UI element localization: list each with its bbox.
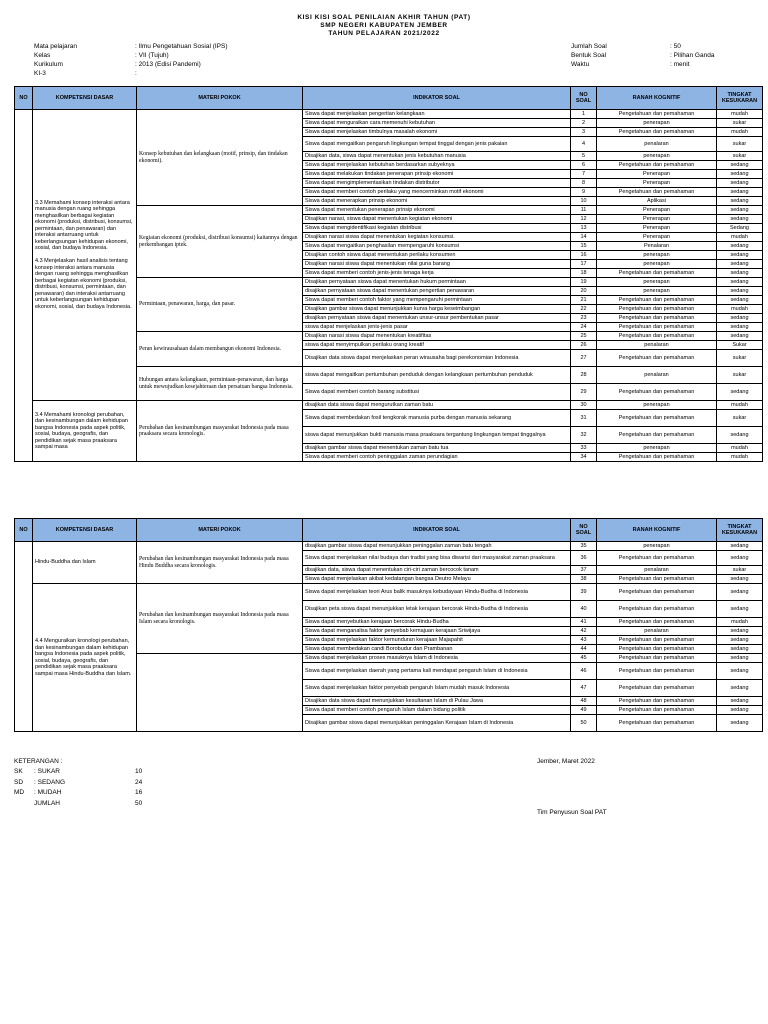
ranah-kognitif-cell: penalaran (597, 367, 717, 384)
ranah-kognitif-cell: penalaran (597, 566, 717, 575)
indikator-cell: Siswa dapat menentukan penerapan prinsip ekonomi (303, 206, 571, 215)
no-soal-cell: 39 (571, 584, 597, 601)
tingkat-kesukaran-cell: mudah (717, 305, 763, 314)
tingkat-kesukaran-cell: sedang (717, 645, 763, 654)
tingkat-kesukaran-cell: mudah (717, 233, 763, 242)
col-header-indikator: INDIKATOR SOAL (303, 87, 571, 110)
indikator-cell: disajikan pernyataan siswa dapat menentukan pengertian penawaran (303, 287, 571, 296)
ranah-kognitif-cell: Pengetahuan dan pemahaman (597, 427, 717, 444)
kompetensi-dasar-cell: 3.3 Memahami konsep interaksi antara manusia dengan ruang sehingga menghasilkan berbagai kegiatan ekonomi (produksi, distribusi, konsumsi, permintaan, dan penawaran) dan interaksi antarruang untuk keberlangsungan kehidupan ekonomi, sosial, dan budaya Indonesia. 4.3 Menjelaskan hasil analisis tentang konsep interaksi antara manusia dengan ruang sehingga menghasilkan berbagai kegiatan ekonomi (produksi, distribusi, konsumsi, permintaan, dan penawaran) dan interaksi antarruang untuk keberlangsungan kehidupan ekonomi, sosial, dan budaya Indonesia. (33, 110, 137, 401)
ranah-kognitif-cell: Pengetahuan dan pemahaman (597, 128, 717, 137)
no-soal-cell: 5 (571, 152, 597, 161)
ket-label: JUMLAH (34, 799, 61, 807)
indikator-cell: Disajikan narasi siswa dapat menentukan kegiatan konsumsi. (303, 233, 571, 242)
info-label: Jumlah Soal (571, 43, 607, 50)
materi-pokok-cell (137, 654, 303, 732)
col-header-kd: KOMPETENSI DASAR (33, 519, 137, 542)
indikator-cell: Disajikan data siswa dapat menjelaskan peran wirausaha bagi perekonomian Indonesia (303, 350, 571, 367)
indikator-cell: Disajikan narasi siswa dapat menentukan nilai guna barang (303, 260, 571, 269)
keterangan-block (14, 757, 142, 809)
indikator-cell: Disajikan pernyataan siswa dapat menentukan hukum permintaan (303, 278, 571, 287)
ranah-kognitif-cell: Pengetahuan dan pemahaman (597, 706, 717, 715)
row-number-cell (15, 110, 33, 462)
ranah-kognitif-cell: Penerapan (597, 215, 717, 224)
no-soal-cell: 18 (571, 269, 597, 278)
no-soal-cell: 41 (571, 618, 597, 627)
indikator-cell: Disajikan peta siswa dapat menunjukkan letak kerajaan bercorak Hindu-Budha di Indonesia (303, 601, 571, 618)
no-soal-cell: 43 (571, 636, 597, 645)
indikator-cell: Siswa dapat menjelaskan akibat kedatangan bangsa Deutro Melayu (303, 575, 571, 584)
indikator-cell: Siswa dapat melakukan tindakan penerapan prinsip ekonomi (303, 170, 571, 179)
tingkat-kesukaran-cell: sedang (717, 251, 763, 260)
tingkat-kesukaran-cell: sedang (717, 242, 763, 251)
indikator-cell: siswa dapat menyimpulkan perilaku orang kreatif (303, 341, 571, 350)
tingkat-kesukaran-cell: sedang (717, 663, 763, 680)
no-soal-cell: 35 (571, 542, 597, 551)
ranah-kognitif-cell: penalaran (597, 341, 717, 350)
no-soal-cell: 21 (571, 296, 597, 305)
ket-value: 16 (135, 789, 143, 797)
indikator-cell: disajikan pernyataan siswa dapat menentukan unsur-unsur pembentukan pasar (303, 314, 571, 323)
tingkat-kesukaran-cell: sukar (717, 137, 763, 152)
ranah-kognitif-cell: Pengetahuan dan pemahaman (597, 188, 717, 197)
ranah-kognitif-cell: penerapan (597, 278, 717, 287)
col-header-ranah: RANAH KOGNITIF (597, 519, 717, 542)
indikator-cell: Disajikan gambar siswa dapat menunjukkan peninggalan Kerajaan Islam di Indonesia (303, 715, 571, 732)
ranah-kognitif-cell: Penalaran (597, 242, 717, 251)
no-soal-cell: 25 (571, 332, 597, 341)
kisi-table-1 (14, 86, 763, 462)
ranah-kognitif-cell: Pengetahuan dan pemahaman (597, 410, 717, 427)
indikator-cell: siswa dapat mengaitkan pertumbuhan penduduk dengan kelangkaan pertumbuhan penduduk (303, 367, 571, 384)
tingkat-kesukaran-cell: sedang (717, 206, 763, 215)
tingkat-kesukaran-cell: mudah (717, 128, 763, 137)
indikator-cell: Disajikan data, siswa dapat menentukan jenis kebutuhan manusia (303, 152, 571, 161)
ranah-kognitif-cell: Pengetahuan dan pemahaman (597, 618, 717, 627)
no-soal-cell: 13 (571, 224, 597, 233)
academic-year: TAHUN PELAJARAN 2021/2022 (328, 30, 440, 37)
ket-label: : SEDANG (34, 778, 66, 786)
no-soal-cell: 9 (571, 188, 597, 197)
tingkat-kesukaran-cell: sedang (717, 197, 763, 206)
tingkat-kesukaran-cell: sedang (717, 601, 763, 618)
ranah-kognitif-cell: penalaran (597, 627, 717, 636)
ranah-kognitif-cell: penerapan (597, 152, 717, 161)
ranah-kognitif-cell: penalaran (597, 137, 717, 152)
indikator-cell: Siswa dapat menganalisa faktor penyebab kemajuan kerajaan Sriwijaya (303, 627, 571, 636)
indikator-cell: Siswa dapat menjelaskan daerah yang pertama kali mendapat pengaruh Islam di Indonesia (303, 663, 571, 680)
col-header-ranah: RANAH KOGNITIF (597, 87, 717, 110)
indikator-cell: Disajikan data siswa dapat menunjukkan kesultanan Islam di Pulau Jawa (303, 697, 571, 706)
no-soal-cell: 17 (571, 260, 597, 269)
indikator-cell: Siswa dapat menjelaskan nilai budaya dan tradisi yang bisa diwarisi dari masyarakat zaman praaksara (303, 551, 571, 566)
info-label: Kelas (34, 52, 51, 59)
no-soal-cell: 42 (571, 627, 597, 636)
no-soal-cell: 47 (571, 680, 597, 697)
ranah-kognitif-cell: Pengetahuan dan pemahaman (597, 161, 717, 170)
col-header-materi: MATERI POKOK (137, 519, 303, 542)
signature-team: Tim Penyusun Soal PAT (537, 809, 607, 816)
ranah-kognitif-cell: Pengetahuan dan pemahaman (597, 601, 717, 618)
signature-place-date: Jember, Maret 2022 (537, 758, 595, 765)
indikator-cell: disajikan data, siswa dapat menentukan ciri-ciri zaman bercocok tanam (303, 566, 571, 575)
tingkat-kesukaran-cell: Sukar (717, 341, 763, 350)
ket-code (14, 799, 34, 809)
tingkat-kesukaran-cell: sedang (717, 551, 763, 566)
ranah-kognitif-cell: Pengetahuan dan pemahaman (597, 296, 717, 305)
tingkat-kesukaran-cell: sedang (717, 542, 763, 551)
no-soal-cell: 14 (571, 233, 597, 242)
ranah-kognitif-cell: Pengetahuan dan pemahaman (597, 636, 717, 645)
tingkat-kesukaran-cell: sedang (717, 680, 763, 697)
ranah-kognitif-cell: Pengetahuan dan pemahaman (597, 663, 717, 680)
ranah-kognitif-cell: Pengetahuan dan pemahaman (597, 575, 717, 584)
tingkat-kesukaran-cell: sedang (717, 170, 763, 179)
ranah-kognitif-cell: Pengetahuan dan pemahaman (597, 323, 717, 332)
tingkat-kesukaran-cell: sedang (717, 384, 763, 401)
no-soal-cell: 3 (571, 128, 597, 137)
info-label: Kurikulum (34, 61, 63, 68)
indikator-cell: Disajikan narasi, siswa dapat menentukan kegiatan ekonomi (303, 215, 571, 224)
ranah-kognitif-cell: Pengetahuan dan pemahaman (597, 332, 717, 341)
tingkat-kesukaran-cell: sedang (717, 584, 763, 601)
no-soal-cell: 16 (571, 251, 597, 260)
no-soal-cell: 33 (571, 444, 597, 453)
no-soal-cell: 45 (571, 654, 597, 663)
ranah-kognitif-cell: Penerapan (597, 170, 717, 179)
indikator-cell: Siswa dapat menjelaskan teori Arus balik masuknya kebudayaan Hindu-Budha di Indonesia (303, 584, 571, 601)
tingkat-kesukaran-cell: sedang (717, 161, 763, 170)
no-soal-cell: 31 (571, 410, 597, 427)
no-soal-cell: 32 (571, 427, 597, 444)
indikator-cell: Siswa dapat menguraikan cara memenuhi kebutuhan (303, 119, 571, 128)
indikator-cell: Siswa dapat mengaitkan penghasilan mempengaruhi konsumsi (303, 242, 571, 251)
indikator-cell: Siswa dapat memberi contoh perilaku yang mencerminkan motif ekonomi (303, 188, 571, 197)
no-soal-cell: 29 (571, 384, 597, 401)
ket-value: 10 (135, 768, 143, 776)
table-row (15, 110, 763, 119)
tingkat-kesukaran-cell: sedang (717, 627, 763, 636)
indikator-cell: Siswa dapat menjelaskan pengertian kelangkaan (303, 110, 571, 119)
indikator-cell: Siswa dapat mengaitkan pengaruh lingkungan tempat tinggal dengan jenis pakaian (303, 137, 571, 152)
indikator-cell: Siswa dapat memberi contoh faktor yang mempengaruhi permintaan (303, 296, 571, 305)
tingkat-kesukaran-cell: sukar (717, 566, 763, 575)
table-header-row (15, 519, 763, 542)
no-soal-cell: 23 (571, 314, 597, 323)
info-value: : VII (Tujuh) (135, 52, 169, 59)
ranah-kognitif-cell: penerapan (597, 287, 717, 296)
no-soal-cell: 36 (571, 551, 597, 566)
info-value: : (135, 70, 137, 77)
tingkat-kesukaran-cell: sedang (717, 706, 763, 715)
ranah-kognitif-cell: Penerapan (597, 233, 717, 242)
ranah-kognitif-cell: Penerapan (597, 206, 717, 215)
no-soal-cell: 46 (571, 663, 597, 680)
ranah-kognitif-cell: Pengetahuan dan pemahaman (597, 350, 717, 367)
no-soal-cell: 19 (571, 278, 597, 287)
indikator-cell: Siswa dapat memberi contoh peninggalan zaman perundagian (303, 453, 571, 462)
tingkat-kesukaran-cell: sedang (717, 215, 763, 224)
materi-pokok-cell: Perubahan dan kesinambungan masyarakat Indonesia pada masa praaksara secara kronologis. (137, 401, 303, 462)
indikator-cell: Disajikan gambar siswa dapat menunjukkan kurva harga keseimbangan (303, 305, 571, 314)
col-header-tingkat: TINGKAT KESUKARAN (717, 87, 763, 110)
info-value: : menit (670, 61, 690, 68)
no-soal-cell: 7 (571, 170, 597, 179)
materi-pokok-cell: Hubungan antara kelangkaan, permintaan-penawaran, dan harga untuk mewujudkan kesejahteraan dan persatuan bangsa Indonesia. (137, 367, 303, 401)
ranah-kognitif-cell: Pengetahuan dan pemahaman (597, 715, 717, 732)
ranah-kognitif-cell: Pengetahuan dan pemahaman (597, 384, 717, 401)
tingkat-kesukaran-cell: sedang (717, 188, 763, 197)
tingkat-kesukaran-cell: sedang (717, 697, 763, 706)
indikator-cell: Siswa dapat memberi contoh jenis-jenis tenaga kerja (303, 269, 571, 278)
ranah-kognitif-cell: Pengetahuan dan pemahaman (597, 697, 717, 706)
ranah-kognitif-cell: Pengetahuan dan pemahaman (597, 645, 717, 654)
tingkat-kesukaran-cell: sedang (717, 427, 763, 444)
no-soal-cell: 28 (571, 367, 597, 384)
ranah-kognitif-cell: Pengetahuan dan pemahaman (597, 110, 717, 119)
ranah-kognitif-cell: Pengetahuan dan pemahaman (597, 314, 717, 323)
col-header-no-soal: NO SOAL (571, 519, 597, 542)
tingkat-kesukaran-cell: sedang (717, 332, 763, 341)
doc-title: KISI KISI SOAL PENILAIAN AKHIR TAHUN (PAT) (297, 14, 471, 21)
indikator-cell: siswa dapat menunjukkan bukti manusia masa praaksara tergantung lingkungan tempat tinggalnya (303, 427, 571, 444)
ket-label: : SUKAR (34, 768, 61, 776)
col-header-no: NO (15, 519, 33, 542)
tingkat-kesukaran-cell: mudah (717, 110, 763, 119)
indikator-cell: Siswa dapat menerapkan prinsip ekonomi (303, 197, 571, 206)
col-header-indikator: INDIKATOR SOAL (303, 519, 571, 542)
col-header-no-soal: NO SOAL (571, 87, 597, 110)
school-name: SMP NEGERI KABUPATEN JEMBER (320, 22, 448, 29)
indikator-cell: disajikan gambar siswa dapat menentukan zaman batu tua (303, 444, 571, 453)
indikator-cell: Siswa dapat menjelaskan timbulnya masalah ekonomi (303, 128, 571, 137)
indikator-cell: Siswa dapat mengimplementasikan tindakan distributor (303, 179, 571, 188)
tingkat-kesukaran-cell: sedang (717, 296, 763, 305)
ranah-kognitif-cell: Pengetahuan dan pemahaman (597, 680, 717, 697)
ranah-kognitif-cell: Penerapan (597, 179, 717, 188)
tingkat-kesukaran-cell: sukar (717, 119, 763, 128)
col-header-tingkat: TINGKAT KESUKARAN (717, 519, 763, 542)
tingkat-kesukaran-cell: sedang (717, 314, 763, 323)
indikator-cell: Siswa dapat membedakan candi Borobudur dan Prambanan (303, 645, 571, 654)
no-soal-cell: 34 (571, 453, 597, 462)
ranah-kognitif-cell: Pengetahuan dan pemahaman (597, 305, 717, 314)
ket-label: : MUDAH (34, 789, 62, 797)
kompetensi-dasar-cell: 4.4 Menguraikan kronologi perubahan, dan kesinambungan dalam kehidupan bangsa Indonesia pada aspek politik, sosial, budaya, geografis, dan pendidikan sejak masa praaksara sampai masa Hindu-Buddha dan Islam. (33, 584, 137, 732)
info-value: : 2013 (Edisi Pandemi) (135, 61, 201, 68)
ket-value: 24 (135, 778, 143, 786)
indikator-cell: Siswa dapat menjelaskan proses masuknya Islam di Indonesia (303, 654, 571, 663)
no-soal-cell: 38 (571, 575, 597, 584)
keterangan-title: KETERANGAN : (14, 758, 63, 765)
no-soal-cell: 20 (571, 287, 597, 296)
no-soal-cell: 1 (571, 110, 597, 119)
col-header-no: NO (15, 87, 33, 110)
ket-code: SD (14, 778, 24, 786)
no-soal-cell: 2 (571, 119, 597, 128)
no-soal-cell: 30 (571, 401, 597, 410)
tingkat-kesukaran-cell: sedang (717, 179, 763, 188)
materi-pokok-cell: Perubahan dan kesinambungan masyarakat Indonesia pada masa Hindu Buddha secara kronologis. (137, 542, 303, 584)
info-label: Bentuk Soal (571, 52, 607, 59)
indikator-cell: Siswa dapat menjelaskan faktor penyebab pengaruh Islam mudah masuk Indonesia (303, 680, 571, 697)
ranah-kognitif-cell: penerapan (597, 251, 717, 260)
ranah-kognitif-cell: penerapan (597, 260, 717, 269)
no-soal-cell: 37 (571, 566, 597, 575)
ranah-kognitif-cell: Pengetahuan dan pemahaman (597, 269, 717, 278)
no-soal-cell: 22 (571, 305, 597, 314)
materi-pokok-cell: Perubahan dan kesinambungan masyarakat Indonesia pada masa Islam secara kronologis. (137, 584, 303, 654)
no-soal-cell: 11 (571, 206, 597, 215)
no-soal-cell: 26 (571, 341, 597, 350)
materi-pokok-cell: Konsep kebutuhan dan kelangkaan (motif, prinsip, dan tindakan ekonomi). (137, 110, 303, 206)
indikator-cell: Siswa dapat memberi contoh pengaruh Islam dalam bidang politik (303, 706, 571, 715)
ranah-kognitif-cell: Pengetahuan dan pemahaman (597, 551, 717, 566)
indikator-cell: disajikan gambar siswa dapat menunjukkan peninggalan zaman batu tengah (303, 542, 571, 551)
tingkat-kesukaran-cell: sukar (717, 152, 763, 161)
no-soal-cell: 27 (571, 350, 597, 367)
no-soal-cell: 12 (571, 215, 597, 224)
materi-pokok-cell: Peran kewirausahaan dalam membangun ekonomi Indonesia. (137, 332, 303, 367)
no-soal-cell: 15 (571, 242, 597, 251)
no-soal-cell: 10 (571, 197, 597, 206)
info-label: Waktu (571, 61, 590, 68)
ket-value: 50 (135, 799, 143, 807)
col-header-materi: MATERI POKOK (137, 87, 303, 110)
ranah-kognitif-cell: Pengetahuan dan pemahaman (597, 584, 717, 601)
materi-pokok-cell: Permintaan, penawaran, harga, dan pasar. (137, 278, 303, 332)
col-header-kd: KOMPETENSI DASAR (33, 87, 137, 110)
tingkat-kesukaran-cell: mudah (717, 618, 763, 627)
materi-pokok-cell: Kegiatan ekonomi (produksi, distribusi konsumsi) kaitannya dengan perkembangan iptek. (137, 206, 303, 278)
indikator-cell: Siswa dapat menjelaskan kebutuhan berdasarkan subyeknya (303, 161, 571, 170)
row-number-cell (15, 542, 33, 732)
no-soal-cell: 40 (571, 601, 597, 618)
tingkat-kesukaran-cell: sukar (717, 350, 763, 367)
indikator-cell: Siswa dapat menjelaskan faktor kemunduran kerajaan Majapahit (303, 636, 571, 645)
ranah-kognitif-cell: penerapan (597, 444, 717, 453)
table-row (15, 401, 763, 410)
exam-info (571, 42, 714, 69)
tingkat-kesukaran-cell: sukar (717, 367, 763, 384)
tingkat-kesukaran-cell: sedang (717, 323, 763, 332)
info-value: : 50 (670, 43, 681, 50)
ranah-kognitif-cell: penerapan (597, 401, 717, 410)
tingkat-kesukaran-cell: Sedang (717, 224, 763, 233)
tingkat-kesukaran-cell: mudah (717, 453, 763, 462)
ranah-kognitif-cell: Aplikasi (597, 197, 717, 206)
no-soal-cell: 50 (571, 715, 597, 732)
table-row (15, 584, 763, 601)
ranah-kognitif-cell: Pengetahuan dan pemahaman (597, 654, 717, 663)
indikator-cell: siswa dapat menjelaskan jenis-jenis pasar (303, 323, 571, 332)
no-soal-cell: 6 (571, 161, 597, 170)
ranah-kognitif-cell: penerapan (597, 542, 717, 551)
info-value: : Pilihan Ganda (670, 52, 715, 59)
indikator-cell: disajikan data siswa dapat mengurutkan zaman batu (303, 401, 571, 410)
subject-info (34, 42, 228, 78)
no-soal-cell: 24 (571, 323, 597, 332)
info-value: : Ilmu Pengetahuan Sosial (IPS) (135, 43, 228, 50)
kisi-table-2 (14, 518, 763, 732)
table-row (15, 542, 763, 551)
ket-code: MD (14, 789, 25, 797)
tingkat-kesukaran-cell: sedang (717, 715, 763, 732)
kompetensi-dasar-cell: Hindu-Buddha dan Islam (33, 542, 137, 584)
ranah-kognitif-cell: Penerapan (597, 224, 717, 233)
indikator-cell: Siswa dapat membedakan fosil tengkorak manusia purba dengan manusia sekarang (303, 410, 571, 427)
ranah-kognitif-cell: penerapan (597, 119, 717, 128)
tingkat-kesukaran-cell: sedang (717, 260, 763, 269)
indikator-cell: Disajikan narasi siswa dapat menentukan kreatifitas (303, 332, 571, 341)
ket-code: SK (14, 768, 23, 776)
tingkat-kesukaran-cell: sedang (717, 287, 763, 296)
info-label: Mata pelajaran (34, 43, 77, 50)
no-soal-cell: 49 (571, 706, 597, 715)
tingkat-kesukaran-cell: sedang (717, 654, 763, 663)
indikator-cell: Siswa dapat memberi contoh barang substitusi (303, 384, 571, 401)
tingkat-kesukaran-cell: mudah (717, 444, 763, 453)
tingkat-kesukaran-cell: sukar (717, 410, 763, 427)
no-soal-cell: 44 (571, 645, 597, 654)
no-soal-cell: 4 (571, 137, 597, 152)
tingkat-kesukaran-cell: sedang (717, 278, 763, 287)
indikator-cell: Disajikan contoh siswa dapat menentukan perilaku konsumen (303, 251, 571, 260)
ranah-kognitif-cell: Pengetahuan dan pemahaman (597, 453, 717, 462)
table-header-row (15, 87, 763, 110)
tingkat-kesukaran-cell: sedang (717, 575, 763, 584)
tingkat-kesukaran-cell: sedang (717, 636, 763, 645)
no-soal-cell: 48 (571, 697, 597, 706)
info-label: KI-3 (34, 70, 46, 77)
indikator-cell: Siswa dapat mengidentifikasi kegiatan distribusi (303, 224, 571, 233)
no-soal-cell: 8 (571, 179, 597, 188)
tingkat-kesukaran-cell: sedang (717, 269, 763, 278)
indikator-cell: Siswa dapat menyebutkan kerajaan bercorak Hindu-Budha (303, 618, 571, 627)
tingkat-kesukaran-cell: mudah (717, 401, 763, 410)
kompetensi-dasar-cell: 3.4 Memahami kronologi perubahan, dan kesinambungan dalam kehidupan bangsa Indonesia pada aspek politik, sosial, budaya, geografis, dan pendidikan sejak masa praaksara sampai masa (33, 401, 137, 462)
